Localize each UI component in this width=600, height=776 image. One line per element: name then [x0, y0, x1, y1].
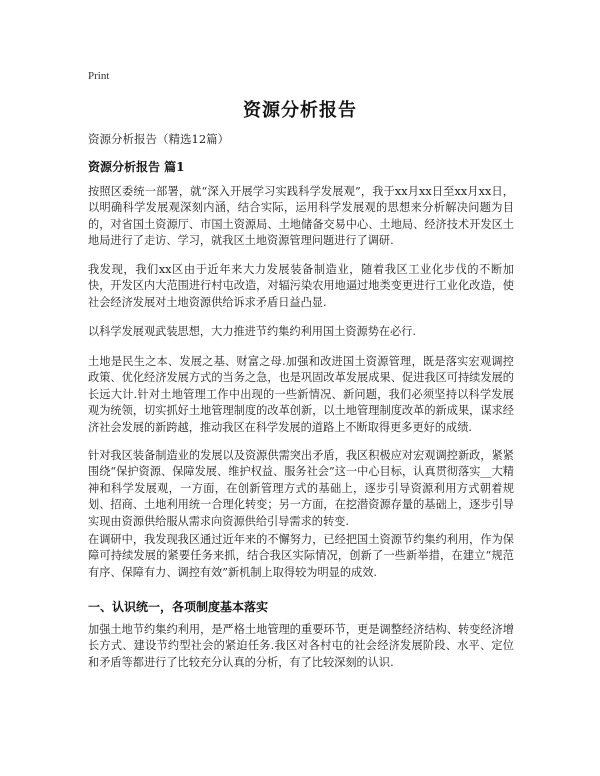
document-subtitle: 资源分析报告（精选12篇）	[88, 132, 230, 146]
paragraph-1: 按照区委统一部署，就“深入开展学习实践科学发展观”，我于xx月xx日至xx月xx日，以明确科学发展观深刻内涵，结合实际，运用科学发展观的思想来分析解决问题为目的，对省国土资源厅、市国土资源局、土地储备交易中心、土地局、经济技术开发区土地局进行了走访、学习，就我区土地资源管理问题进行了调研.	[88, 185, 514, 248]
paragraph-3: 以科学发展观武装思想，大力推进节约集约利用国土资源势在必行.	[88, 325, 416, 338]
paragraph-5: 针对我区装备制造业的发展以及资源供需突出矛盾，我区积极应对宏观调控新政，紧紧围绕“保护资源、保障发展、维护权益、服务社会”这一中心目标，认真贯彻落实__大精神和科学发展观，一方面，在创新管理方式的基础上，逐步引导资源利用方式朝着规划、招商、土地利用统一合理化转变；另一方面，在挖潜资源存量的基础上，逐步引导实现由资源供给服从需求向资源供给引导需求的转变.	[88, 449, 514, 528]
print-label[interactable]: Print	[88, 70, 110, 82]
section-heading: 一、认识统一，各项制度基本落实	[88, 600, 269, 614]
section-title: 资源分析报告 篇1	[88, 160, 185, 174]
paragraph-6: 在调研中，我发现我区通过近年来的不懈努力，已经把国土资源节约集约利用，作为保障可持续发展的紧要任务来抓，结合我区实际情况，创新了一些新举措，在建立“规范有序、保障有力、调控有效”新机制上取得较为明显的成效.	[88, 533, 514, 579]
closing-paragraph: 加强土地节约集约利用，是严格土地管理的重要环节，更是调整经济结构、转变经济增长方式、建设节约型社会的紧迫任务.我区对各村屯的社会经济发展阶段、水平、定位和矛盾等都进行了比较充分认真的分析，有了比较深刻的认识.	[88, 623, 514, 669]
paragraph-2: 我发现，我们xx区由于近年来大力发展装备制造业，随着我区工业化步伐的不断加快，开发区内大范围进行村屯改造，对辐污染农用地逼过地类变更进行工业化改造，使社会经济发展对土地资源供给诉求矛盾日益凸显.	[88, 263, 514, 309]
document-title: 资源分析报告	[243, 100, 357, 121]
paragraph-4: 土地是民生之本、发展之基、财富之母.加强和改进国土资源管理，既是落实宏观调控政策、优化经济发展方式的当务之急，也是巩固改革发展成果、促进我区可持续发展的长远大计.针对土地管理工作中出现的一些新情况、新问题，我们必须坚持以科学发展观为统领，切实抓好土地管理制度的改革创新，以土地管理制度改革的新成果，谋求经济社会发展的新跨越，推动我区在科学发展的道路上不断取得更多更好的成绩.	[88, 355, 514, 434]
